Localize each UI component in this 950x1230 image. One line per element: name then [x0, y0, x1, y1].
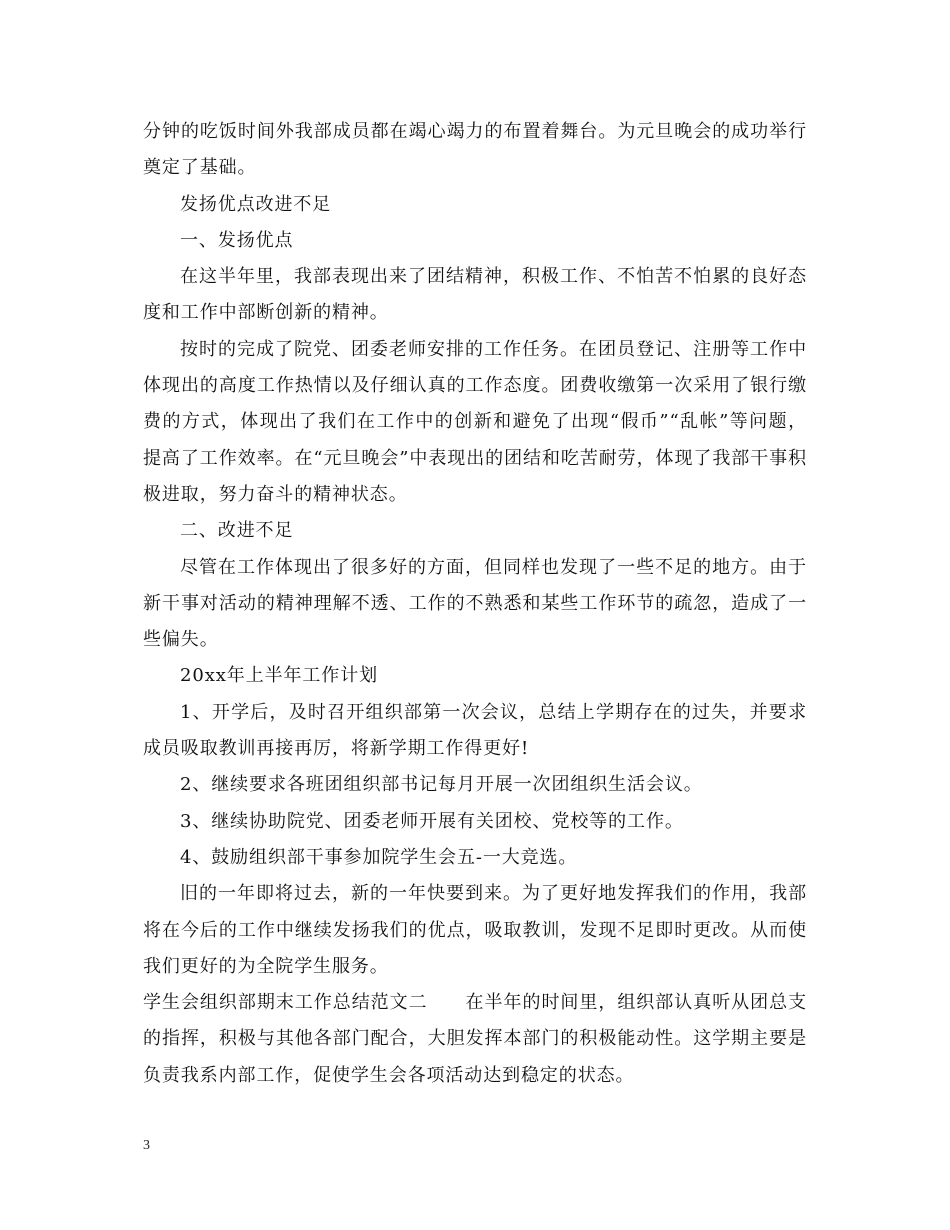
section-heading: 20xx年上半年工作计划 [180, 665, 379, 687]
document-body [143, 114, 807, 1094]
list-item: 1、开学后，及时召开组织部第一次会议，总结上学期存在的过失，并要求成员吸取教训再接再厉，将新学期工作得更好! [143, 701, 807, 760]
paragraph: 旧的一年即将过去，新的一年快要到来。为了更好地发挥我们的作用，我部将在今后的工作中继续发扬我们的优点，吸取教训，发现不足即时更改。从而使我们更好的为全院学生服务。 [143, 883, 807, 977]
paragraph: 按时的完成了院党、团委老师安排的工作任务。在团员登记、注册等工作中体现出的高度工作热情以及仔细认真的工作态度。团费收缴第一次采用了银行缴费的方式，体现出了我们在工作中的创新和避免了出现“假币”“乱帐”等问题，提高了工作效率。在“元旦晚会”中表现出的团结和吃苦耐劳，体现了我部干事积极进取，努力奋斗的精神状态。 [143, 338, 807, 505]
list-item: 2、继续要求各班团组织部书记每月开展一次团组织生活会议。 [180, 774, 703, 796]
subsection-heading: 二、改进不足 [180, 520, 294, 542]
paragraph: 学生会组织部期末工作总结范文二 在半年的时间里，组织部认真听从团总支的指挥，积极与其他各部门配合，大胆发挥本部门的积极能动性。这学期主要是负责我系内部工作，促使学生会各项活动达到稳定的状态。 [143, 992, 807, 1086]
paragraph: 尽管在工作体现出了很多好的方面，但同样也发现了一些不足的地方。由于新干事对活动的精神理解不透、工作的不熟悉和某些工作环节的疏忽，造成了一些偏失。 [143, 556, 807, 651]
subsection-heading: 一、发扬优点 [180, 229, 294, 251]
paragraph: 在这半年里，我部表现出来了团结精神，积极工作、不怕苦不怕累的良好态度和工作中部断创新的精神。 [143, 266, 807, 324]
paragraph: 分钟的吃饭时间外我部成员都在竭心竭力的布置着舞台。为元旦晚会的成功举行奠定了基础。 [143, 121, 807, 179]
section-heading: 发扬优点改进不足 [180, 193, 332, 215]
list-item: 4、鼓励组织部干事参加院学生会五-一大竞选。 [180, 846, 578, 868]
list-item: 3、继续协助院党、团委老师开展有关团校、党校等的工作。 [180, 810, 684, 832]
page-number: 3 [143, 1138, 150, 1153]
